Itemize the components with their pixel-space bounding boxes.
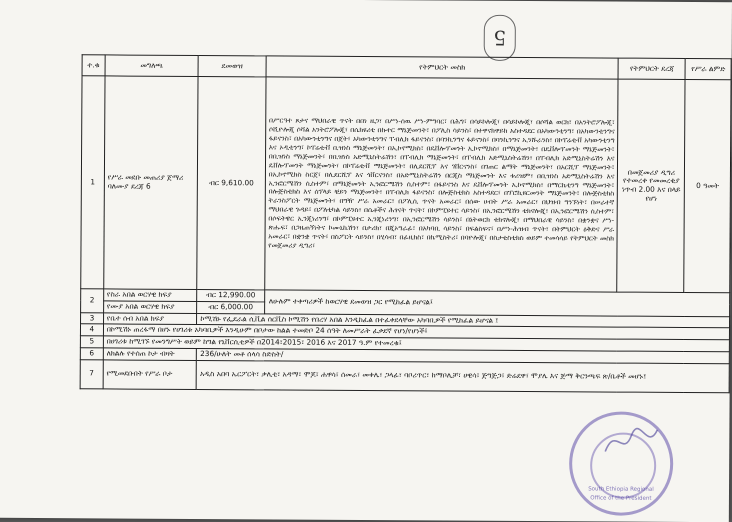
hardship-allowance-label: የቤተ ሰብ አበል ክፍያ xyxy=(103,312,197,324)
row-number: 2 xyxy=(81,289,104,313)
allowance-value: ብር 12,990.00 xyxy=(197,289,264,301)
seal-text-line1: South Ethiopia Regional xyxy=(588,486,654,493)
professional-allowance-label: የሙያ አበል ወርሃዊ ክፍያ xyxy=(103,301,197,313)
quota-label: ለክልሉ የተሰጠ ኮታ ብዛት xyxy=(103,348,197,360)
table-row xyxy=(80,359,729,392)
salary-value: ብር 9,610.00 xyxy=(197,77,266,290)
job-title: የሥራ መደቡ መጠሪያ ጀማሪ ባለሙያ ደረጃ 6 xyxy=(103,76,198,290)
header-education: የትምህርት መስክ xyxy=(266,56,619,79)
workplace-list: አዲስ አበባ ኤርፖርት፣ ቃሊቲ፣ አዳማ፣ ሞጆ፣ ሐዋሳ፣ ሰመራ፣ መቀሌ፣ ጋላፊ፣ ባቦሪጥር፣ ከማቦሊቻ፣ ሀዊሳ፣ ጅግጅጋ፣ ድሬደዋ፣ ሞያሌ እና ጅማ ቅርንጫፍ ጽ/ቤቶች መሆኑ፤ xyxy=(196,360,729,392)
header-no: ተ.ቁ xyxy=(82,55,105,76)
row-number: 5 xyxy=(80,336,103,348)
row-number: 6 xyxy=(80,348,103,360)
row-number: 4 xyxy=(80,324,103,336)
education-fields: በሥርዓተ ጾታና ማህበራዊ ጥናት በበነ ዜጋ፣ በሥነ-ሰዉ ሥነ-ምግባር፣ በሕግ፣ በሳይኮሎጂ፣ በሳይኮሎጂ፣ በሶሻል ወርክ፣ በአንትሮፖሎጂ፣ ሶሺዮሎጂ ሶሻል አንትሮፖሎጂ፣ በሴክዩሪቲ በኩተር ማኔጅመንት፣ በፖሊስ ሳይንስ፣ በተዋናክዋይክ አስተዳደር በአካውንቲንግ፣ በአካውንቲንግና ፋይናንስ፣ በአካውንቲንግና በጀት፣ አካውንቲንግና ፐብሊክ ፋይናንስ፣ በባንኪንግና ፋይናንስ፣ በባንኪንግና ኢንሹራንስ፣ በኮፐሬቲቭ አካውንቲንግ እና ኦዲቲንግ፣ ኮፐሬቲቭ ቢዝነስ ማኔጅመንት፣ በኢኮኖሚክስ፣ በዴቨሎፕመንት ኢኮኖሚክስ፣ በማኔጅመንት፣ በዴቨሎፕመንት ማኔጅመንት፣ በቢዝነስ ማኔጅመንት፣ በቢዝነስ አድሚኒስትሬሽን፣ በፐብሊክ ማኔጅመንት፣ በፐብሊክ አድሚኒስትሬሽን፣ በፐብሊክ አድሚኒስትሬሽን እና ዴቨሎፕመንት ማኔጅመንት፣ በኮፐሬቲቭ ማኔጅመንት፣ በሊደርሺፕ እና ገቨርናንስ፣ በገጠር ልማት ማኔጅመንት፣ በአርሺፕ ማኔጅመንት፣ በኢኮኖሚክስ ስርጀ፣ በሊደርሺፕ እና ጎቨርናንስ፣ በአድሚኒስትሬሽን በርጂስ ማኔጅመንት እና ቱሪዝም፣ በቢዝነስ አድሚኒስትሬሽን እና ኢንፎርሜሽን ሲስተም፣ በማኔጅመንት ኢንፎርሜሽን ሲስተም፣ በፋይናንስ እና ዴቨሎፕመንት ኢኮኖሚክስ፣ በማርኬቲንግ ማኔጅመንት፣ በሎጅስቲክስ እና ሰፕላይ ቼይን ማኔጅመንት፣ በፐብሊክ ፋይናንስ፣ በሎጅስቲክስ አስተዳደር፣ በፕሮኪዩርመንት ማኔጅመንት፣ በሎጅስቲክስ ትራንስፖርት ማኔጅመንት፣ በግዥ ሥራ አመራር፣ በፖሊሲ ጥናት አመራር፣ በሰው ሀብት ሥራ አመራር፣ በህዝብ ግንኙነት፣ በሠራተኛ ማህበራዊ ጉዳይ፣ በፖለቲካል ሳይንስ፣ በሴቶችና ሕፃናት ጥናት፣ በኮምፒዩተር ሳይንስ፣ በኢንፎርሜሽን ቴክኖሎጂ፣ በኢንፎርሜሽን ሲስተም፣ በሶፍትዌር ኢንጂነሪንግ፣ በኮምፒዩተር ኢንጂነሪንግ፣ በኢንፎርሜሽን ሳይንስ፣ በኔትወርክ ቴክኖሎጂ፣ በማህበራዊ ሳይንስ፣ በቋንቋና ሥነ-ጽሑፍ፣ በጋዜጠኝነትና ኮሙኒኬሽን፣ በታሪክ፣ በጂኦግራፊ፣ በአካባቢ ሳይንስ፣ በፍልስፍና፣ በሥነ-ሕዝብ ጥናት፣ በትምህርት ዕቅድና ሥራ አመራር፣ በቋንቋ ጥናት፣ በስፖርት ሳይንስ፣ በሂሳብ፣ በፊዚክስ፣ በኬሚስትሪ፣ በባዮሎጂ፣ በስታቲስቲክስ ወይም ተመሳሳይ የትምህርት መስክ የመጀመሪያ ዲግሪ፣ xyxy=(264,77,618,292)
header-level: የትምህርት ደረጃ xyxy=(618,58,685,79)
header-experience: የሥራ ልምድ xyxy=(685,58,731,79)
condition-text: በኮሚሽኑ ጠረፋማ በሆኑ የሀገሪቱ አካባቢዎች እንዲሁም በቦታው ከልል ተመድቦ 24 ሰዓት ለመሥራት ፈቃደኛ የሆነ/የሆነች፤ xyxy=(103,324,729,340)
workplace-label: የሚመደቡበት የሥራ ቦታ xyxy=(103,359,197,389)
row-number: 7 xyxy=(80,359,103,388)
quota-value: 236/ሁለት መቶ ሰላሳ ስድስት/ xyxy=(197,348,730,363)
education-level: በመጀመሪያ ዲግሪ የተመረቀ የመመረቂያ ነጥብ 2.00 እና በላይ የሆነ xyxy=(617,79,685,292)
graduation-text: በሀገሪቱ ከሚገኙ የመንግሥት ወይም ከግል የኒቨርሲቲዎች በ2014፣2015፣ 2016 እና 2017 ዓ.ም የተመረቁ፤ xyxy=(103,336,729,352)
signature-mark xyxy=(601,421,661,461)
header-salary: ደመወዝ xyxy=(198,56,266,77)
seal-text-line2: Office of the President xyxy=(590,495,652,502)
job-requirements-table xyxy=(80,54,732,392)
experience-value: 0 ዓመት xyxy=(684,79,731,292)
allowance-label: የስራ አበል ወርሃዊ ክፍያ xyxy=(103,289,197,301)
row-number: 1 xyxy=(81,76,105,289)
professional-allowance-value: ብር 6,000.00 xyxy=(197,301,264,313)
row-number: 3 xyxy=(81,312,104,324)
hardship-allowance-text: ኮሚሽኑ የፌደራል ሲቪል ሰርቪስ ኮሚሽን የበረሃ አበል እንዲከፈል በተፈቀደላቸው አካባቢዎች የሚከፈል ይሆናል ፤ xyxy=(197,313,730,328)
page-number: 5 xyxy=(484,15,516,61)
table-row xyxy=(81,76,731,293)
header-title: መግለጫ xyxy=(105,55,199,77)
allowance-note: ለሁሉም ተቀጣሪዎች ከወርሃዊ ደመወዝ ጋር የሚከፈል ይሆናል፤ xyxy=(264,290,729,316)
